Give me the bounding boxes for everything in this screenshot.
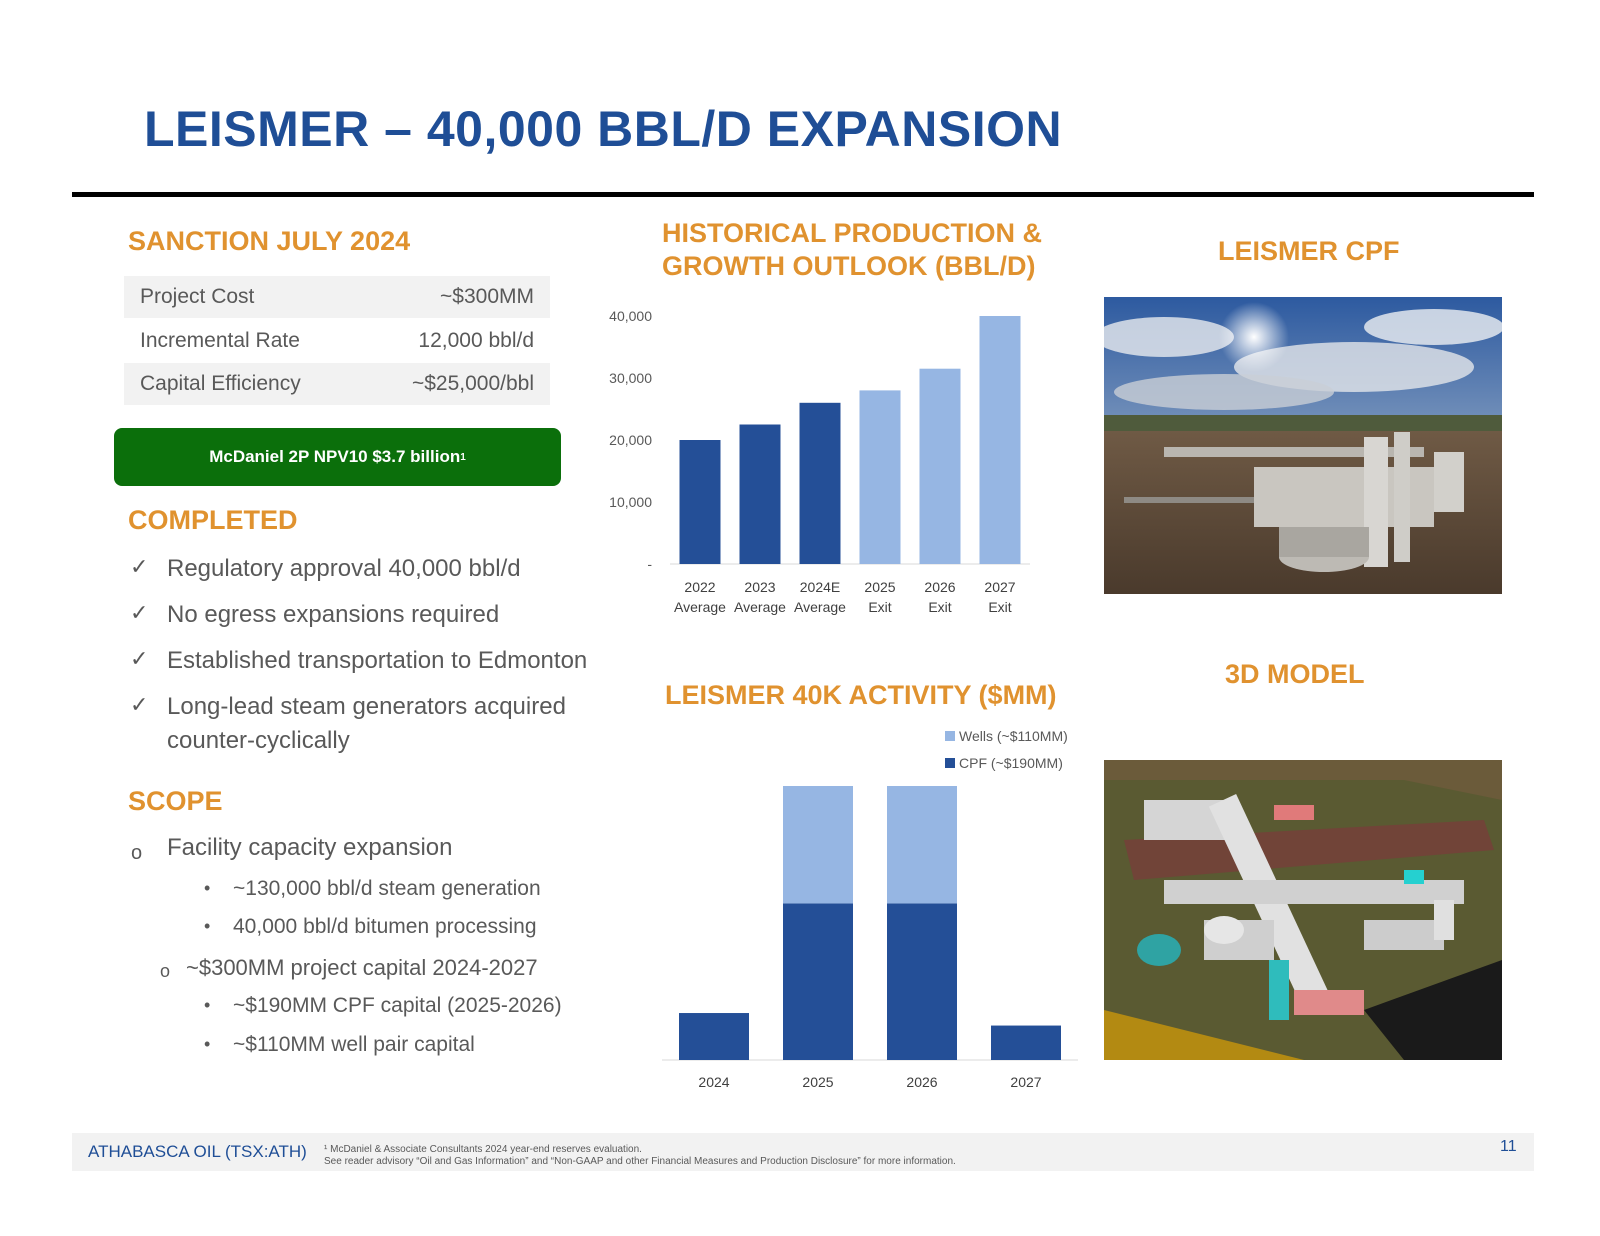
bullet-icon: • — [204, 916, 211, 936]
y-tick-label: 40,000 — [609, 308, 652, 324]
production-chart — [600, 296, 1060, 626]
x-tick-label: Exit — [928, 599, 952, 615]
scope-subitem: ~$110MM well pair capital — [233, 1033, 475, 1056]
x-tick-label: 2027 — [1010, 1074, 1042, 1090]
sanction-heading: SANCTION JULY 2024 — [128, 226, 411, 256]
completed-item: Long-lead steam generators acquired counter-cyclically — [167, 693, 566, 754]
check-icon: ✓ — [130, 600, 149, 625]
bar — [680, 440, 721, 564]
scope-subitem: ~$190MM CPF capital (2025-2026) — [233, 994, 562, 1017]
completed-item: Established transportation to Edmonton — [167, 647, 588, 674]
bar — [920, 369, 961, 564]
x-tick-label: 2026 — [906, 1074, 938, 1090]
legend-label: CPF (~$190MM) — [959, 755, 1063, 771]
completed-heading: COMPLETED — [128, 505, 298, 535]
cpf-photo — [1104, 297, 1502, 594]
bar — [800, 403, 841, 564]
sanction-row — [124, 363, 550, 405]
circle-bullet-icon: o — [160, 961, 171, 981]
scope-item: ~$300MM project capital 2024-2027 — [186, 955, 538, 980]
x-tick-label: Exit — [988, 599, 1012, 615]
x-tick-label: Average — [734, 599, 786, 615]
x-tick-label: 2024 — [698, 1074, 730, 1090]
sanction-row-value: 12,000 bbl/d — [418, 329, 534, 352]
x-tick-label: Average — [674, 599, 726, 615]
x-tick-label: Average — [794, 599, 846, 615]
sanction-row-label: Capital Efficiency — [140, 372, 301, 395]
check-icon: ✓ — [130, 554, 149, 579]
production-chart-heading-line: HISTORICAL PRODUCTION & — [662, 218, 1043, 248]
scope-item: Facility capacity expansion — [167, 834, 453, 861]
page-title: LEISMER – 40,000 BBL/D EXPANSION — [144, 101, 1063, 157]
bar — [860, 390, 901, 564]
activity-chart — [640, 720, 1080, 1100]
npv-callout — [114, 428, 561, 486]
legend-label: Wells (~$110MM) — [959, 728, 1068, 744]
x-tick-label: 2022 — [684, 579, 716, 595]
3d-model-image — [1104, 760, 1502, 1060]
bar — [980, 316, 1021, 564]
npv-text: McDaniel 2P NPV10 $3.7 billion — [209, 447, 461, 466]
page-number: 11 — [1500, 1138, 1517, 1155]
scope-subitem: ~130,000 bbl/d steam generation — [233, 877, 541, 900]
bar-segment — [887, 786, 957, 903]
x-tick-label: Exit — [868, 599, 892, 615]
check-icon: ✓ — [130, 692, 149, 717]
sanction-row-label: Project Cost — [140, 285, 255, 308]
cpf-heading: LEISMER CPF — [1218, 236, 1400, 266]
footer-note-line: ¹ McDaniel & Associate Consultants 2024 year-end reserves evaluation. — [324, 1144, 642, 1155]
x-tick-label: 2025 — [864, 579, 896, 595]
y-tick-label: 10,000 — [609, 494, 652, 510]
bullet-icon: • — [204, 878, 211, 898]
bar-segment — [991, 1026, 1061, 1060]
y-tick-label: 20,000 — [609, 432, 652, 448]
sanction-row-value: ~$25,000/bbl — [411, 372, 534, 395]
model-heading: 3D MODEL — [1225, 659, 1365, 689]
sanction-row — [124, 320, 550, 362]
sanction-row-value: ~$300MM — [440, 285, 534, 308]
check-icon: ✓ — [130, 646, 149, 671]
bar-segment — [679, 1013, 749, 1060]
sanction-row-label: Incremental Rate — [140, 329, 300, 352]
bar — [740, 425, 781, 565]
bullet-icon: • — [204, 995, 211, 1015]
completed-item: No egress expansions required — [167, 601, 500, 628]
footer-company: ATHABASCA OIL (TSX:ATH) — [88, 1142, 307, 1161]
x-tick-label: 2023 — [744, 579, 776, 595]
completed-item: Regulatory approval 40,000 bbl/d — [167, 555, 521, 582]
bar-segment — [887, 903, 957, 1060]
bar-segment — [783, 903, 853, 1060]
x-tick-label: 2025 — [802, 1074, 834, 1090]
production-chart-heading-line: GROWTH OUTLOOK (BBL/D) — [662, 251, 1036, 281]
bar-segment — [783, 786, 853, 903]
title-divider — [72, 192, 1534, 197]
circle-bullet-icon: o — [131, 842, 143, 864]
legend-swatch — [945, 731, 955, 741]
legend-swatch — [945, 758, 955, 768]
activity-chart-heading: LEISMER 40K ACTIVITY ($MM) — [665, 680, 1057, 710]
footer-note — [324, 1144, 956, 1168]
npv-footnote-mark: 1 — [460, 451, 466, 463]
y-tick-label: 30,000 — [609, 370, 652, 386]
bullet-icon: • — [204, 1034, 211, 1054]
scope-heading: SCOPE — [128, 786, 223, 816]
footer-note-line: See reader advisory “Oil and Gas Information” and “Non-GAAP and other Financial Measures and Production Disclosure” for more information. — [324, 1156, 956, 1167]
production-chart-heading — [662, 217, 1042, 283]
x-tick-label: 2026 — [924, 579, 956, 595]
x-tick-label: 2024E — [799, 579, 841, 595]
sanction-row — [124, 276, 550, 318]
y-tick-label: - — [647, 556, 652, 572]
x-tick-label: 2027 — [984, 579, 1016, 595]
scope-subitem: 40,000 bbl/d bitumen processing — [233, 915, 537, 938]
